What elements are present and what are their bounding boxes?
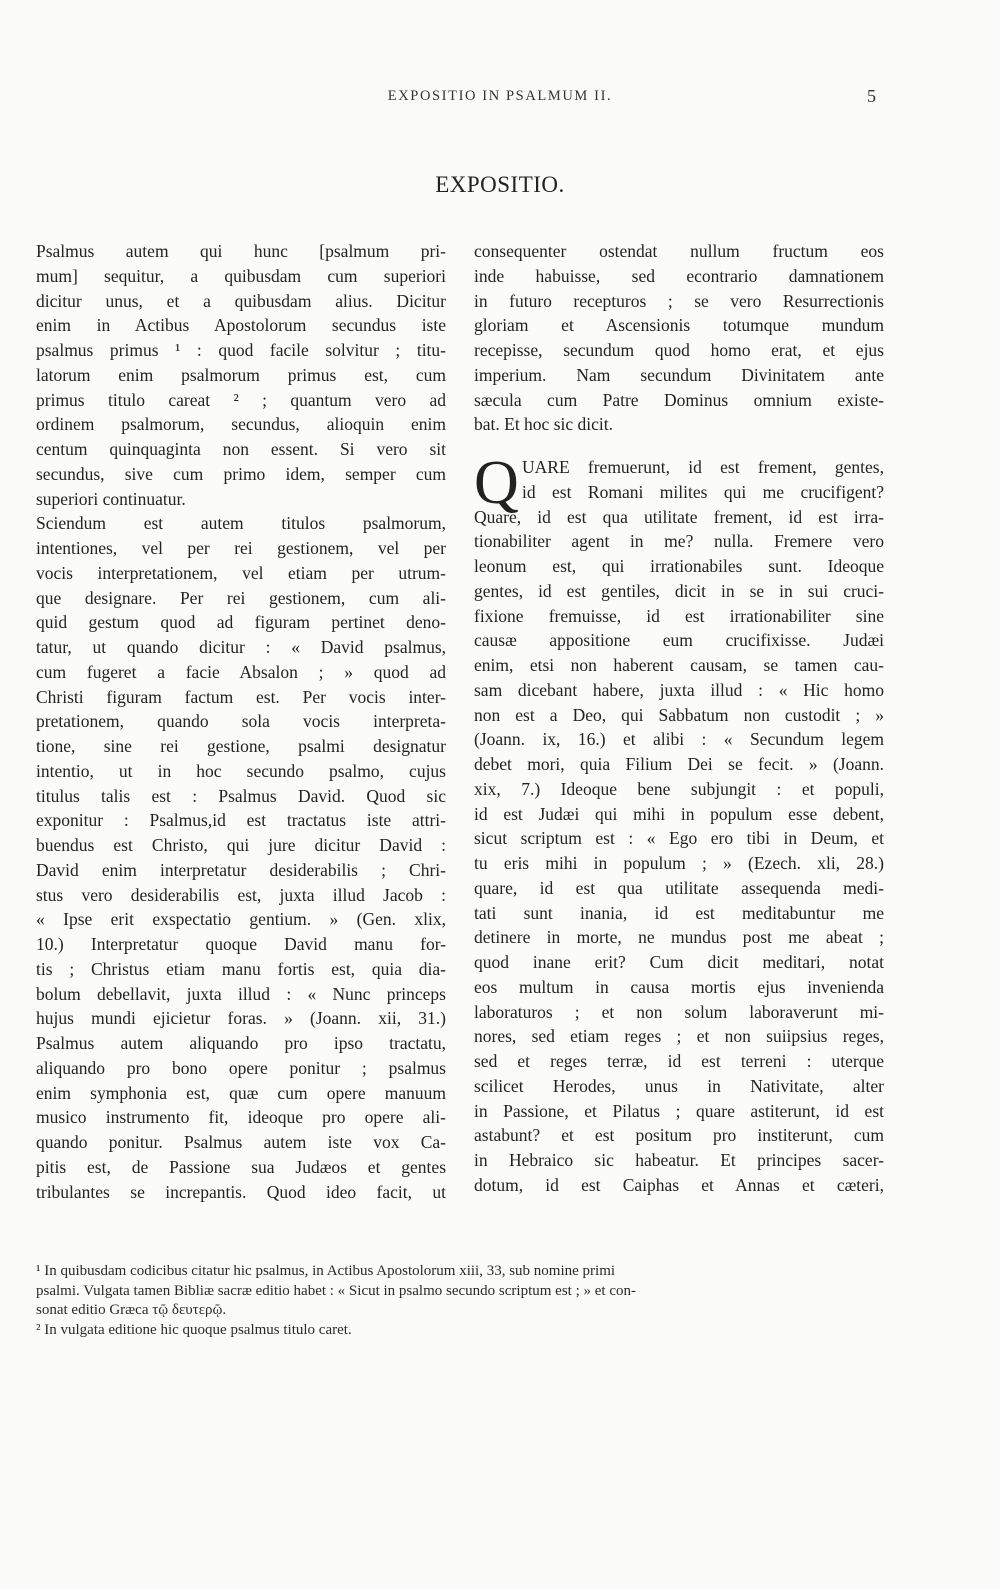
text-line: sicut scriptum est : « Ego ero tibi in Deum, et [474,828,884,849]
paragraph-gap [474,437,884,455]
text-line: laboraturos ; et non solum laboraverunt mi- [474,1001,884,1022]
text-line: superiori continuatur. [36,488,186,509]
text-line: debet mori, quia Filium Dei se fecit. » (Joann. [474,754,884,774]
text-line: titulus talis est : Psalmus David. Quod sic [36,785,446,806]
drop-cap-line: UARE fremuerunt, id est frement, gentes, [522,457,884,477]
section-title: EXPOSITIO. [435,172,565,197]
text-line: tribulantes se increpantis. Quod ideo facit, ut [36,1181,446,1202]
text-line: dotum, id est Caiphas et Annas et cæteri, [474,1174,884,1195]
footnote-line: psalmi. Vulgata tamen Bibliæ sacræ editio habet : « Sicut in psalmo secundo scriptum est ; » et con- [36,1282,636,1299]
text-line: Sciendum est autem titulos psalmorum, [36,513,446,534]
text-line: (Joann. ix, 16.) et alibi : « Secundum legem [474,729,884,750]
text-line: enim, etsi non haberent causam, se tamen cau- [474,655,884,675]
text-line: quando ponitur. Psalmus autem iste vox Ca- [36,1132,446,1152]
left-column [36,239,446,1204]
text-line: eos multum in causa mortis ejus invenienda [474,976,884,997]
text-line: tati sunt inania, id est meditabuntur me [474,902,884,923]
footnotes [36,1262,884,1340]
text-line: dicitur unus, et a quibusdam alius. Dicitur [36,290,446,311]
text-line: musico instrumento fit, ideoque pro opere ali- [36,1107,446,1128]
text-line: in Hebraico sic habeatur. Et principes sacer- [474,1150,884,1170]
text-line: aliquando pro bono opere ponitur ; psalmus [36,1057,446,1078]
text-line: latorum enim psalmorum primus est, cum [36,364,446,385]
text-line: recepisse, secundum quod homo erat, et ejus [474,340,884,360]
text-line: detinere in morte, ne mundus post me abeat ; [474,927,884,948]
text-line: astabunt? et est positum pro institerunt, cum [474,1125,884,1146]
text-line: pretationem, quando sola vocis interpreta- [36,711,446,732]
text-line: vocis interpretationem, vel etiam per utrum- [36,562,446,583]
text-line: bat. Et hoc sic dicit. [474,414,613,435]
text-line: gentes, id est gentiles, dicit in se in sui cruci- [474,580,884,601]
text-line: sæcula cum Patre Dominus omnium existe- [474,389,884,410]
text-line: xix, 7.) Ideoque bene subjungit : et populi, [474,778,884,799]
text-line: in Passione, et Pilatus ; quare astiterunt, id est [474,1100,884,1121]
text-line: imperium. Nam secundum Divinitatem ante [474,364,884,385]
text-line: intentiones, vel per rei gestionem, vel per [36,538,446,558]
text-line: secundus, sive cum primo idem, semper cum [36,463,446,484]
text-line: quid gestum quod ad figuram pertinet deno- [36,612,446,633]
text-line: nores, sed etiam reges ; et non suiipsius reges, [474,1026,884,1047]
text-line: 10.) Interpretatur quoque David manu for- [36,934,446,954]
text-line: bolum debellavit, juxta illud : « Nunc princeps [36,983,446,1004]
text-line: quare, id est qua utilitate assequenda medi- [474,877,884,898]
text-line: centum quinquaginta non essent. Si vero sit [36,439,446,459]
text-line: ordinem psalmorum, secundus, alioquin enim [36,414,446,435]
right-column [474,239,884,1198]
text-line: tu eris mihi in populum ; » (Ezech. xli, 28.) [474,853,884,873]
text-line: que designare. Per rei gestionem, cum ali- [36,587,446,608]
running-head: EXPOSITIO IN PSALMUM II. [387,88,613,104]
text-line: pitis est, de Passione sua Judæos et gentes [36,1156,446,1177]
text-line: « Ipse erit exspectatio gentium. » (Gen. xlix, [36,909,446,930]
text-line: tis ; Christus etiam manu fortis est, quia dia- [36,958,446,979]
text-line: in futuro recepturos ; se vero Resurrectionis [474,290,884,311]
text-line: mum] sequitur, a quibusdam cum superiori [36,265,446,286]
text-line: hujus mundi ejicietur foras. » (Joann. xii, 31.) [36,1008,446,1029]
right-column-body [474,505,884,1198]
drop-cap-letter: Q [474,449,519,517]
footnote-line: ¹ In quibusdam codicibus citatur hic psalmus, in Actibus Apostolorum xiii, 33, sub nomine primi [36,1263,616,1279]
text-line: stus vero desiderabilis est, juxta illud Jacob : [36,884,446,905]
text-line: primus titulo careat ² ; quantum vero ad [36,389,446,410]
text-line: tionabiliter agent in me? nulla. Fremere vero [474,531,884,552]
text-line: enim in Actibus Apostolorum secundus iste [36,315,446,336]
text-line: consequenter ostendat nullum fructum eos [474,241,884,261]
text-line: Psalmus autem aliquando pro ipso tractatu, [36,1033,446,1053]
text-line: exponitur : Psalmus,id est tractatus iste attri- [36,810,446,831]
drop-cap-line: id est Romani milites qui me crucifigent? [522,481,884,502]
text-line: sam dicebant habere, juxta illud : « Hic homo [474,679,884,700]
text-line: Quare, id est qua utilitate frement, id est irra- [474,506,884,527]
text-line: inde habuisse, sed econtrario damnationem [474,265,884,286]
right-column-intro [474,239,884,437]
page-number: 5 [867,86,876,106]
text-line: David enim interpretatur desiderabilis ; Chri- [36,859,446,880]
footnote-line: ² In vulgata editione hic quoque psalmus titulo caret. [36,1321,352,1338]
text-line: fixione fremuisse, id est irrationabiliter sine [474,605,884,626]
text-line: Christi figuram factum est. Per vocis inter- [36,686,446,707]
text-line: buendus est Christo, qui jure dicitur David : [36,835,446,855]
text-line: non est a Deo, qui Sabbatum non custodit ; » [474,704,884,725]
text-line: cum fugeret a facie Absalon ; » quod ad [36,661,446,682]
text-line: quod inane erit? Cum dicit meditari, notat [474,952,884,972]
text-line: intentio, ut in hoc secundo psalmo, cujus [36,760,446,781]
text-line: tatur, ut quando dicitur : « David psalmus, [36,637,446,657]
text-line: gloriam et Ascensionis totumque mundum [474,315,884,336]
text-line: psalmus primus ¹ : quod facile solvitur ; titu- [36,340,446,360]
text-line: scilicet Herodes, unus in Nativitate, alter [474,1075,884,1096]
text-line: Psalmus autem qui hunc [psalmum pri- [36,241,446,261]
text-line: enim symphonia est, quæ cum opere manuum [36,1082,446,1103]
text-line: id est Judæi qui mihi in populum esse debent, [474,803,884,824]
text-line: causæ appositione eum crucifixisse. Judæi [474,630,884,651]
text-line: tione, sine rei gestione, psalmi designatur [36,736,446,756]
text-line: sed et reges terræ, id est terreni : uterque [474,1051,884,1071]
footnote-line: sonat editio Græca τῷ δευτερῷ. [36,1302,227,1318]
text-line: leonum est, qui irrationabiles sunt. Ideoque [474,556,884,576]
